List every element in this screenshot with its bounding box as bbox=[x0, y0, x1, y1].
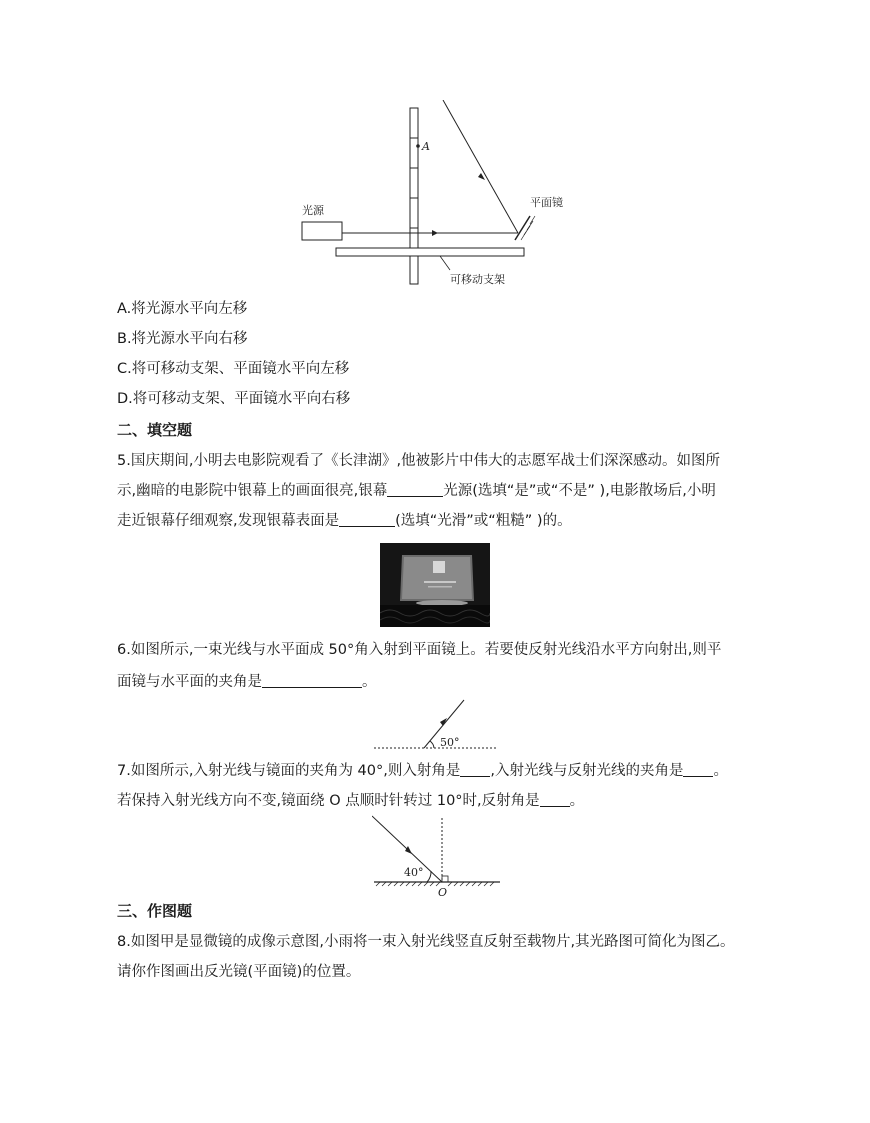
option-d: D.将可移动支架、平面镜水平向右移 bbox=[117, 391, 351, 407]
q7-blank-1[interactable] bbox=[460, 762, 490, 777]
q7-line2: 若保持入射光线方向不变,镜面绕 O 点顺时针转过 10°时,反射角是 。 bbox=[117, 793, 585, 809]
option-a: A.将光源水平向左移 bbox=[117, 301, 248, 317]
q5-line3: 走近银幕仔细观察,发现银幕表面是 (选填“光滑”或“粗糙” )的。 bbox=[117, 513, 572, 529]
q5-blank-2[interactable] bbox=[339, 512, 395, 527]
q6-blank[interactable] bbox=[262, 673, 362, 688]
option-b: B.将光源水平向右移 bbox=[117, 331, 248, 347]
q5-blank-1[interactable] bbox=[387, 482, 443, 497]
section-fill-in-heading: 二、填空题 bbox=[117, 421, 193, 439]
q6-incident-ray-figure bbox=[370, 698, 500, 754]
q7-point-o-label: O bbox=[438, 886, 448, 898]
q7-angle-label: 40° bbox=[404, 866, 424, 879]
light-path-figure bbox=[290, 100, 580, 292]
q5-line2: 示,幽暗的电影院中银幕上的画面很亮,银幕 光源(选填“是”或“不是” ),电影散场后,小明 bbox=[117, 483, 716, 499]
q7-line1: 7.如图所示,入射光线与镜面的夹角为 40°,则入射角是 ,入射光线与反射光线的夹角是 。 bbox=[117, 763, 728, 779]
light-source-label: 光源 bbox=[302, 204, 324, 217]
option-c: C.将可移动支架、平面镜水平向左移 bbox=[117, 361, 350, 377]
q5-line1: 5.国庆期间,小明去电影院观看了《长津湖》,他被影片中伟大的志愿军战士们深深感动。如图所 bbox=[117, 453, 721, 469]
q6-line1: 6.如图所示,一束光线与水平面成 50°角入射到平面镜上。若要使反射光线沿水平方向射出,则平 bbox=[117, 642, 722, 658]
cinema-screen-photo bbox=[380, 543, 490, 627]
q7-blank-3[interactable] bbox=[540, 792, 570, 807]
q7-mirror-figure bbox=[372, 814, 502, 898]
point-a-label: A bbox=[422, 140, 430, 153]
support-label: 可移动支架 bbox=[450, 273, 505, 286]
q7-blank-2[interactable] bbox=[683, 762, 713, 777]
q6-angle-label: 50° bbox=[440, 736, 460, 749]
q6-line2: 面镜与水平面的夹角是 。 bbox=[117, 674, 377, 690]
q8-line1: 8.如图甲是显微镜的成像示意图,小雨将一束入射光线竖直反射至载物片,其光路图可简化为图乙。 bbox=[117, 934, 735, 950]
section-drawing-heading: 三、作图题 bbox=[117, 902, 193, 920]
mirror-label: 平面镜 bbox=[530, 196, 563, 209]
q8-line2: 请你作图画出反光镜(平面镜)的位置。 bbox=[117, 964, 361, 980]
